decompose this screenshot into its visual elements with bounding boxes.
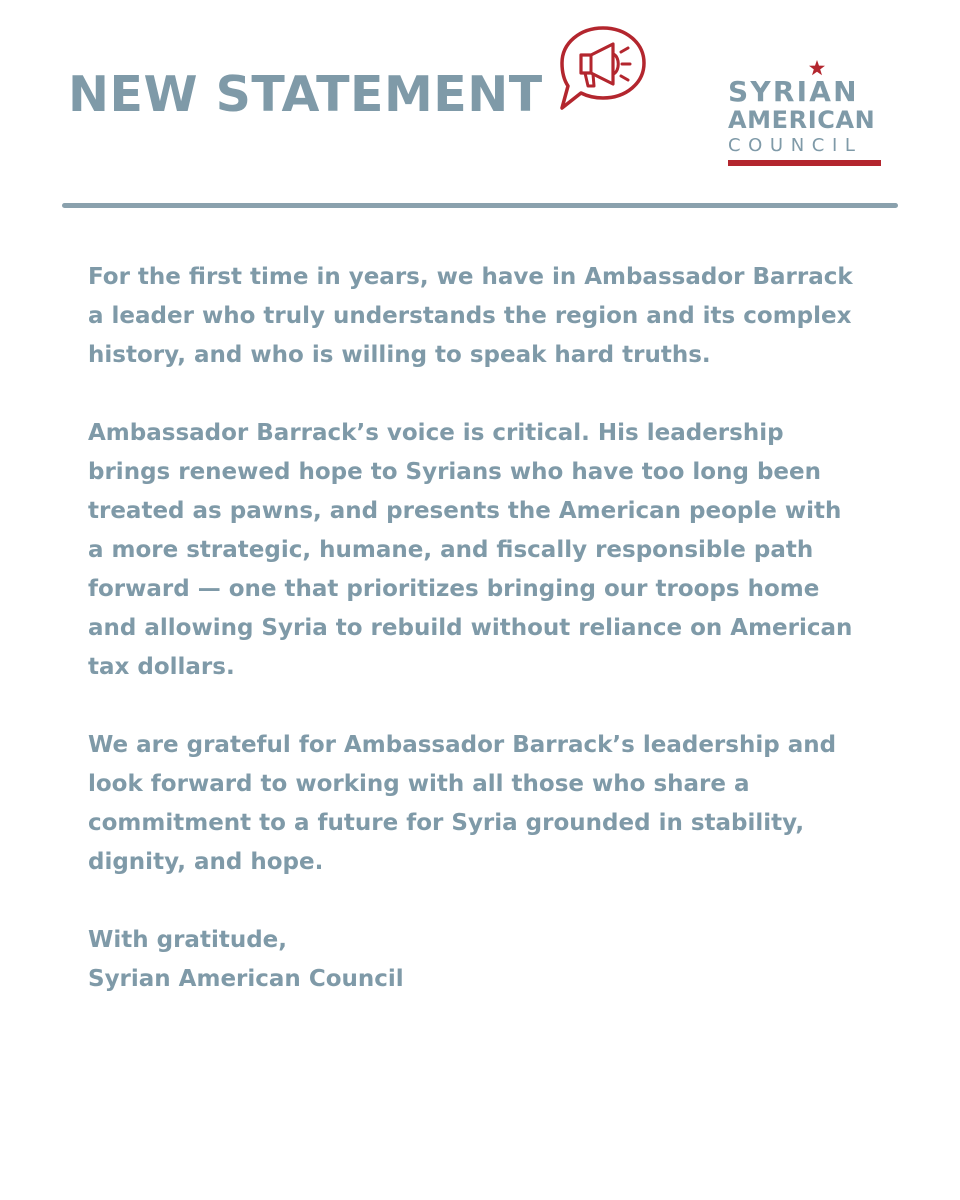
statement-closing: With gratitude, Syrian American Council — [88, 927, 404, 992]
logo-underline-bar — [728, 160, 881, 166]
megaphone-speech-bubble-icon — [556, 22, 650, 114]
page-title: NEW STATEMENT — [68, 66, 543, 123]
syrian-american-council-logo — [722, 60, 887, 170]
statement-paragraph-1: For the first time in years, we have in Ambassador Barrack a leader who truly understands the region and its complex history, and who is willing to speak hard truths. — [88, 264, 853, 368]
star-icon — [809, 60, 825, 76]
statement-body — [88, 258, 888, 999]
logo-line-council: COUNCIL — [728, 135, 863, 156]
statement-paragraph-2: Ambassador Barrack’s voice is critical. His leadership brings renewed hope to Syrians who have too long been treated as pawns, and presents the American people with a more strategic, humane, and fiscally responsible path forward — one that prioritizes bringing our troops home and allowing Syria to rebuild without reliance on American tax dollars. — [88, 420, 853, 680]
statement-paragraph-3: We are grateful for Ambassador Barrack’s leadership and look forward to working with all those who share a commitment to a future for Syria grounded in stability, dignity, and hope. — [88, 732, 837, 875]
logo-line-syrian: SYRIAN — [728, 75, 859, 108]
header-divider — [62, 203, 898, 208]
logo-line-american: AMERICAN — [728, 106, 876, 134]
